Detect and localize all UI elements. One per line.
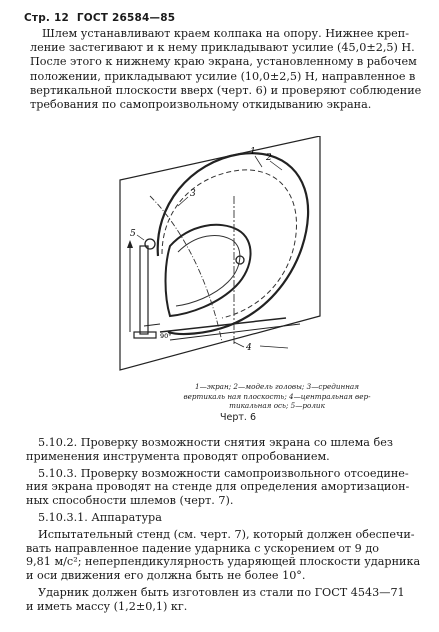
text-line: требования по самопроизвольному откидыванию экрана. bbox=[30, 98, 372, 112]
text-line: вать направленное падение ударника с ускорением от 9 до bbox=[26, 541, 379, 555]
text-line: применения инструмента проводят опробованием. bbox=[26, 449, 330, 463]
text-line: 5.10.2. Проверку возможности снятия экрана со шлема без bbox=[38, 436, 393, 449]
support-post bbox=[140, 246, 148, 334]
text-line: ление застегивают и к нему прикладывают усилие (45,0±2,5) Н. bbox=[30, 41, 415, 55]
page-number: Стр. 12 bbox=[24, 12, 69, 24]
label-1: 1 bbox=[250, 147, 256, 157]
head-model bbox=[162, 170, 297, 318]
body-text bbox=[26, 436, 430, 617]
text-line: 5.10.3. Проверку возможности самопроизвольного отсоедине- bbox=[38, 466, 409, 480]
figure-label: Черт. 6 bbox=[220, 412, 257, 423]
page-header bbox=[24, 12, 175, 24]
text-line: вертикальной плоскости вверх (черт. 6) и проверяют соблюдение bbox=[30, 83, 422, 97]
paragraph-5-10-2 bbox=[26, 436, 430, 464]
label-4: 4 bbox=[246, 343, 252, 353]
standard-number: ГОСТ 26584—85 bbox=[76, 12, 176, 24]
text-line: Шлем устанавливают краем колпака на опору. Нижнее креп- bbox=[42, 27, 410, 40]
text-line: ния экрана проводят на стенде для определения амортизацион- bbox=[26, 480, 410, 494]
text-line: положении, прикладывают усилие (10,0±2,5) Н, направленное в bbox=[30, 69, 416, 83]
helmet-shell bbox=[158, 153, 308, 334]
helmet-test-figure bbox=[110, 136, 330, 372]
paragraph-5-10-3 bbox=[26, 467, 430, 508]
caption-line: 1—экран; 2—модель головы; 3—срединная bbox=[195, 382, 359, 391]
figure-caption bbox=[132, 382, 422, 411]
label-5: 5 bbox=[130, 229, 136, 239]
label-2: 2 bbox=[266, 153, 272, 163]
paragraph-striker bbox=[26, 586, 430, 614]
text-line: Ударник должен быть изготовлен из стали по ГОСТ 4543—71 bbox=[38, 585, 405, 599]
roller bbox=[145, 239, 155, 249]
section-heading: 5.10.3.1. Аппаратура bbox=[38, 510, 162, 524]
angle-label: 90° bbox=[160, 332, 172, 340]
label-3: 3 bbox=[190, 189, 196, 199]
visor bbox=[166, 225, 251, 316]
intro-paragraph bbox=[30, 27, 422, 112]
text-line: После этого к нижнему краю экрана, установленному в рабочем bbox=[30, 55, 417, 69]
text-line: 9,81 м/с²; неперпендикулярность ударяющей плоскости ударника bbox=[26, 555, 421, 569]
caption-line: вертикаль ная плоскость; 4—центральная вер- bbox=[183, 391, 371, 401]
paragraph-apparatus bbox=[26, 528, 430, 583]
text-line: Испытательный стенд (см. черт. 7), который должен обеспечи- bbox=[38, 527, 415, 541]
text-line: и иметь массу (1,2±0,1) кг. bbox=[26, 599, 188, 613]
caption-line: тикальная ось; 5—ролик bbox=[229, 401, 325, 410]
text-line: ных способности шлемов (черт. 7). bbox=[26, 494, 234, 508]
text-line: и оси движения его должна быть не более 10°. bbox=[26, 569, 306, 583]
paragraph-5-10-3-1 bbox=[26, 511, 430, 525]
